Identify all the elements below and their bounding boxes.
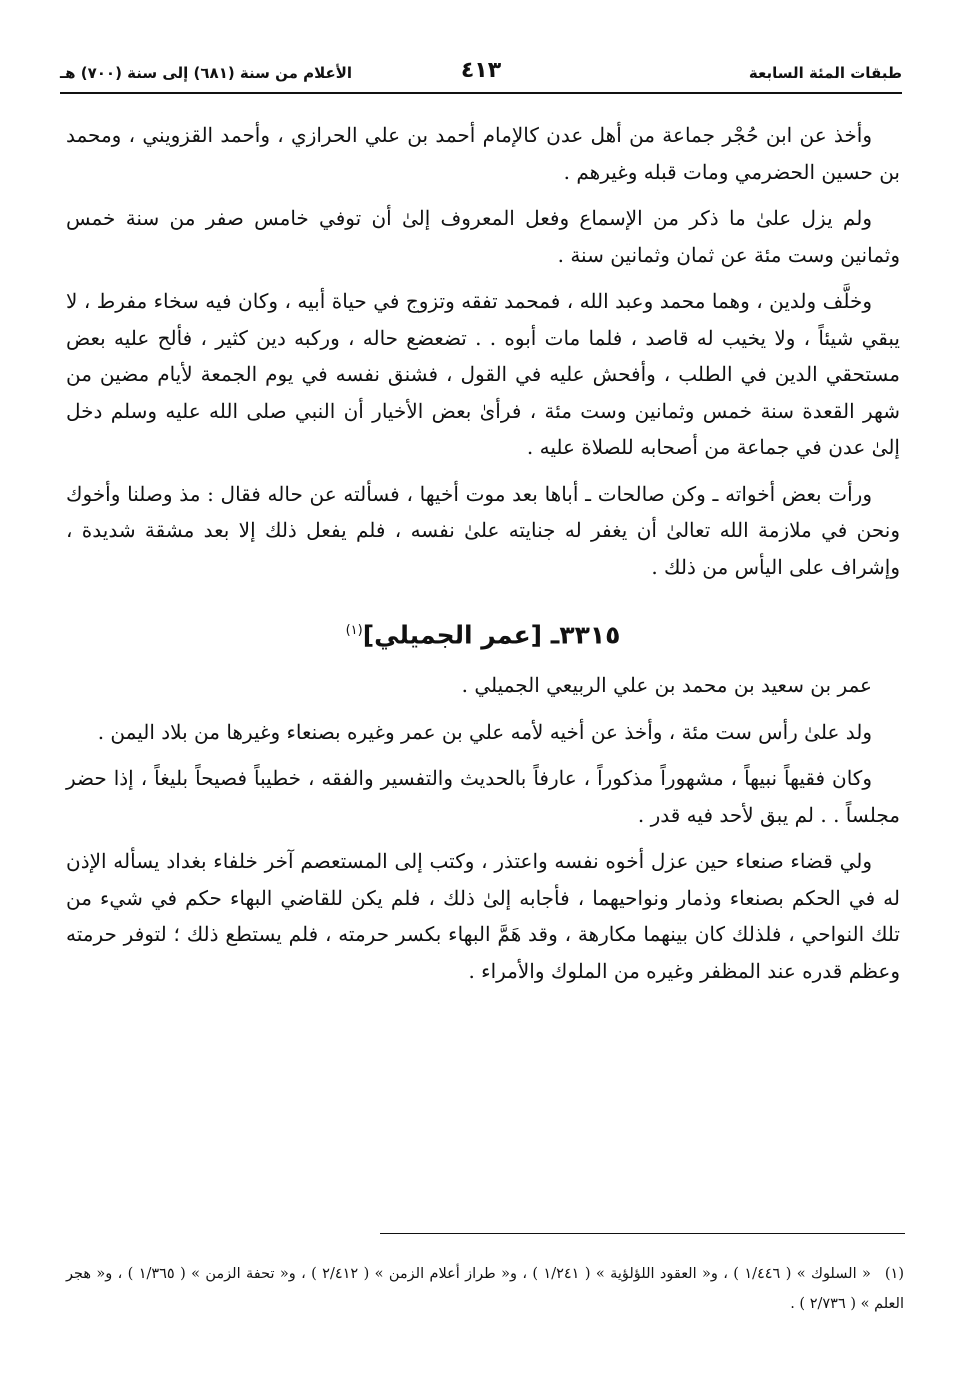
paragraph: ورأت بعض أخواته ـ وكن صالحات ـ أباها بعد موت أخيها ، فسألته عن حاله فقال : مذ وصلنا وأخوك ونحن في ملازمة الله تعالىٰ أن يغفر له جنايته علىٰ نفسه ، فلم يفعل ذلك إلا بعد مشقة شديدة ، وإشراف على اليأس من ذلك . [66,481,900,579]
footnote [66,1259,904,1319]
entry-title: ٣٣١٥ـ [عمر الجميلي] [362,620,621,650]
header-period: الأعلام من سنة (٦٨١) إلى سنة (٧٠٠) هـ [60,64,353,82]
footnote-text: « السلوك » ( ١/٤٤٦ ) ، و« العقود اللؤلؤية » ( ١/٢٤١ ) ، و« طراز أعلام الزمن » ( ٢/٤١٢ ) ، و« تحفة الزمن » ( ١/٣٦٥ ) ، و« هجر العلم » ( ٢/٧٣٦ ) . [66,1266,904,1312]
paragraph: ولم يزل علىٰ ما ذكر من الإسماع وفعل المعروف إلىٰ أن توفي خامس صفر من سنة خمس وثمانين وست مئة عن ثمان وثمانين سنة . [66,206,900,267]
header-book-section: طبقات المئة السابعة [748,64,902,82]
paragraph: وخلَّف ولدين ، وهما محمد وعبد الله ، فمحمد تفقه وتزوج في حياة أبيه ، وكان فيه سخاء مفرط ، لا يبقي شيئاً ، ولا يخيب له قاصد ، فلما مات أبوه . . تضعضع حاله ، وركبه دين كثير ، فألح عليه بعض مستحقي الدين في الطلب ، وأفحش عليه في القول ، فشنق نفسه في يوم الجمعة لأيام مضين من شهر القعدة سنة خمس وثمانين وست مئة ، فرأىٰ بعض الأخيار أن النبي صلى الله عليه وسلم دخل إلىٰ عدن في جماعة من أصحابه للصلاة عليه . [66,289,900,459]
paragraph: وأخذ عن ابن حُجْر جماعة من أهل عدن كالإمام أحمد بن علي الحرازي ، وأحمد القزويني ، ومحمد بن حسين الحضرمي ومات قبله وغيرهم . [66,123,900,184]
paragraph: عمر بن سعيد بن محمد بن علي الربيعي الجميلي . [461,673,872,698]
running-header [60,58,902,94]
paragraph: وكان فقيهاً نبيهاً ، مشهوراً مذكوراً ، عارفاً بالحديث والتفسير والفقه ، خطيباً فصيحاً بليغاً ، إذا حضر مجلساً . . لم يبق لأحد فيه قدر . [66,766,900,827]
page-number: ٤١٣ [460,58,502,83]
entry-heading [66,611,900,655]
footnote-divider [380,1233,905,1234]
footnote-marker: (١) [884,1266,904,1282]
body-text [66,117,900,999]
paragraph: ولد علىٰ رأس ست مئة ، وأخذ عن أخيه لأمه علي بن عمر وغيره بصنعاء وغيرها من بلاد اليمن . [97,719,872,744]
paragraph: ولي قضاء صنعاء حين عزل أخوه نفسه واعتذر ، وكتب إلى المستعصم آخر خلفاء بغداد يسأله الإذن له في الحكم بصنعاء وذمار ونواحيهما ، فأجابه إلىٰ ذلك ، فلم يكن للقاضي البهاء حكم في شيء من تلك النواحي ، فلذلك كان بينهما مكارهة ، وقد هَمَّ البهاء بكسر حرمته ، فلم يستطع ذلك ؛ لتوفر حرمته وعظم قدره عند المظفر وغيره من الملوك والأمراء . [66,849,900,983]
footnote-reference[interactable]: (١) [345,623,363,638]
